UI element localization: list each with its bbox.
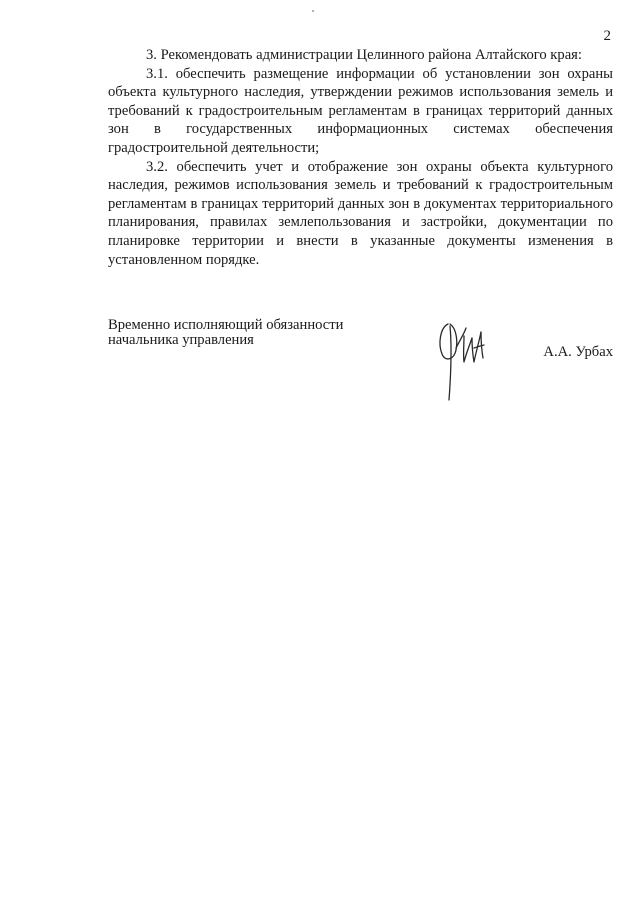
signature-block	[108, 318, 613, 408]
signer-title	[108, 318, 343, 348]
paragraph-item-3: 3. Рекомендовать администрации Целинного района Алтайского края:	[146, 47, 582, 63]
paragraph-item-3-2: 3.2. обеспечить учет и отображение зон охраны объекта культурного наследия, режимов использования земель и требований к градостроительным регламентам в границах территорий данных зон в документах территориального планирования, правилах землепользования и застройки, документации по планировке территории и внести в указанные документы изменения в установленном порядке.	[108, 158, 613, 268]
page-number: 2	[603, 28, 611, 44]
signer-title-line-1: Временно исполняющий обязанности	[108, 317, 344, 333]
signer-title-line-2: начальника управления	[108, 332, 254, 348]
document-body	[108, 46, 613, 269]
signer-name: А.А. Урбах	[543, 344, 613, 360]
paragraph-item-3-1: 3.1. обеспечить размещение информации об установлении зон охраны объекта культурного наследия, утверждении режимов использования земель и требований к градостроительным регламентам в границах территорий данных зон в государственных информационных системах обеспечения градостроительной деятельности;	[108, 65, 613, 156]
scan-artifact-dot	[312, 10, 314, 12]
handwritten-signature	[430, 318, 510, 408]
